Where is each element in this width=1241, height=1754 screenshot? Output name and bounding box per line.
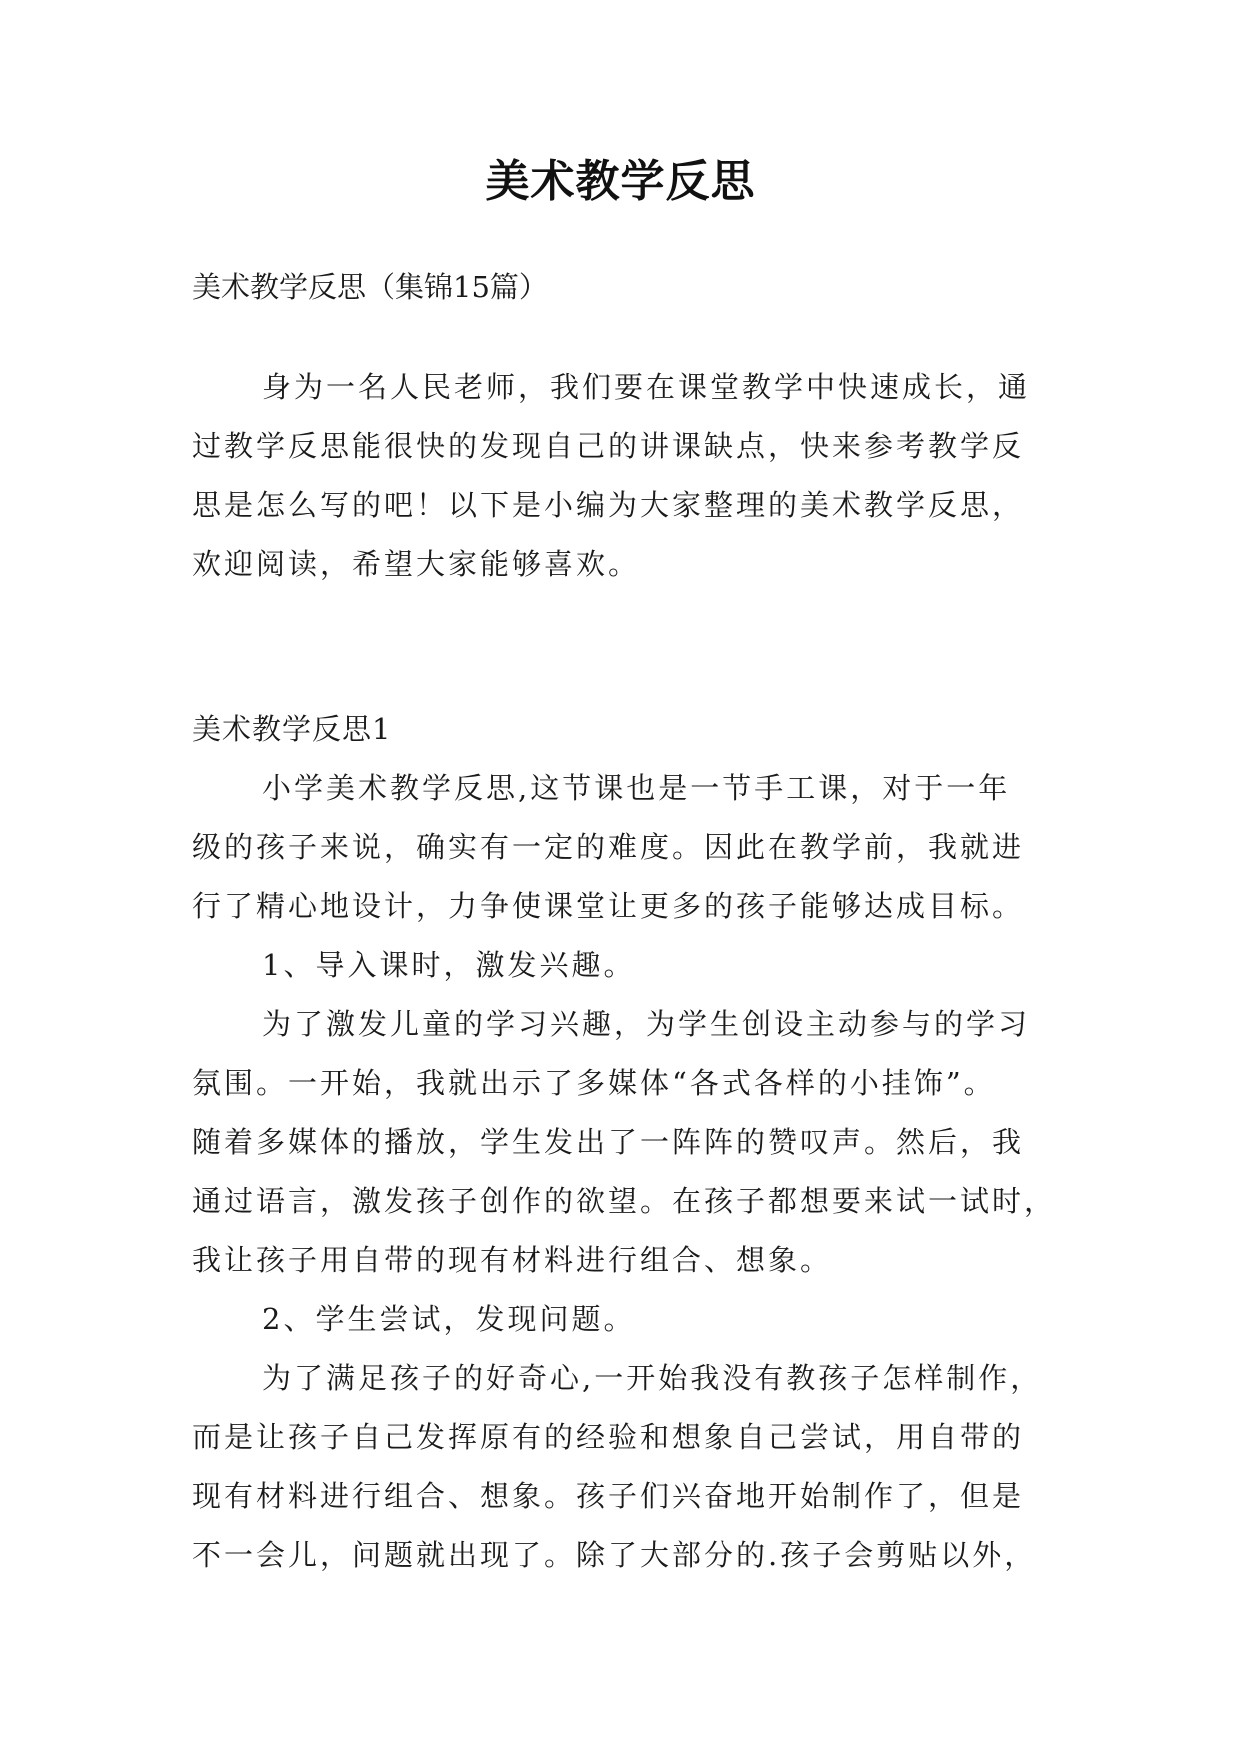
intro-line: 身为一名人民老师，我们要在课堂教学中快速成长，通	[262, 370, 1031, 404]
body-line: 通过语言，激发孩子创作的欲望。在孩子都想要来试一试时，	[192, 1184, 1057, 1218]
body-line: 为了激发儿童的学习兴趣，为学生创设主动参与的学习	[262, 1007, 1031, 1041]
list-heading: 1、导入课时，激发兴趣。	[262, 948, 636, 982]
body-line: 而是让孩子自己发挥原有的经验和想象自己尝试，用自带的	[192, 1420, 1025, 1454]
section-heading: 美术教学反思1	[192, 712, 392, 746]
body-line: 小学美术教学反思,这节课也是一节手工课，对于一年	[262, 771, 1011, 805]
intro-line: 过教学反思能很快的发现自己的讲课缺点，快来参考教学反	[192, 429, 1025, 463]
body-line: 我让孩子用自带的现有材料进行组合、想象。	[192, 1243, 833, 1277]
document-title: 美术教学反思	[485, 156, 756, 207]
section-body	[192, 759, 1062, 1585]
intro-line: 欢迎阅读，希望大家能够喜欢。	[192, 547, 641, 581]
document-subtitle: 美术教学反思（集锦15篇）	[192, 270, 548, 304]
body-line: 现有材料进行组合、想象。孩子们兴奋地开始制作了，但是	[192, 1479, 1025, 1513]
intro-line: 思是怎么写的吧！以下是小编为大家整理的美术教学反思，	[192, 488, 1025, 522]
body-line: 级的孩子来说，确实有一定的难度。因此在教学前，我就进	[192, 830, 1025, 864]
list-heading: 2、学生尝试，发现问题。	[262, 1302, 636, 1336]
body-line: 不一会儿，问题就出现了。除了大部分的.孩子会剪贴以外，	[192, 1538, 1037, 1572]
intro-paragraph	[192, 358, 1062, 594]
body-line: 随着多媒体的播放，学生发出了一阵阵的赞叹声。然后，我	[192, 1125, 1025, 1159]
body-line: 氛围。一开始，我就出示了多媒体“各式各样的小挂饰”。	[192, 1066, 996, 1100]
body-line: 行了精心地设计，力争使课堂让更多的孩子能够达成目标。	[192, 889, 1025, 923]
body-line: 为了满足孩子的好奇心,一开始我没有教孩子怎样制作，	[262, 1361, 1043, 1395]
